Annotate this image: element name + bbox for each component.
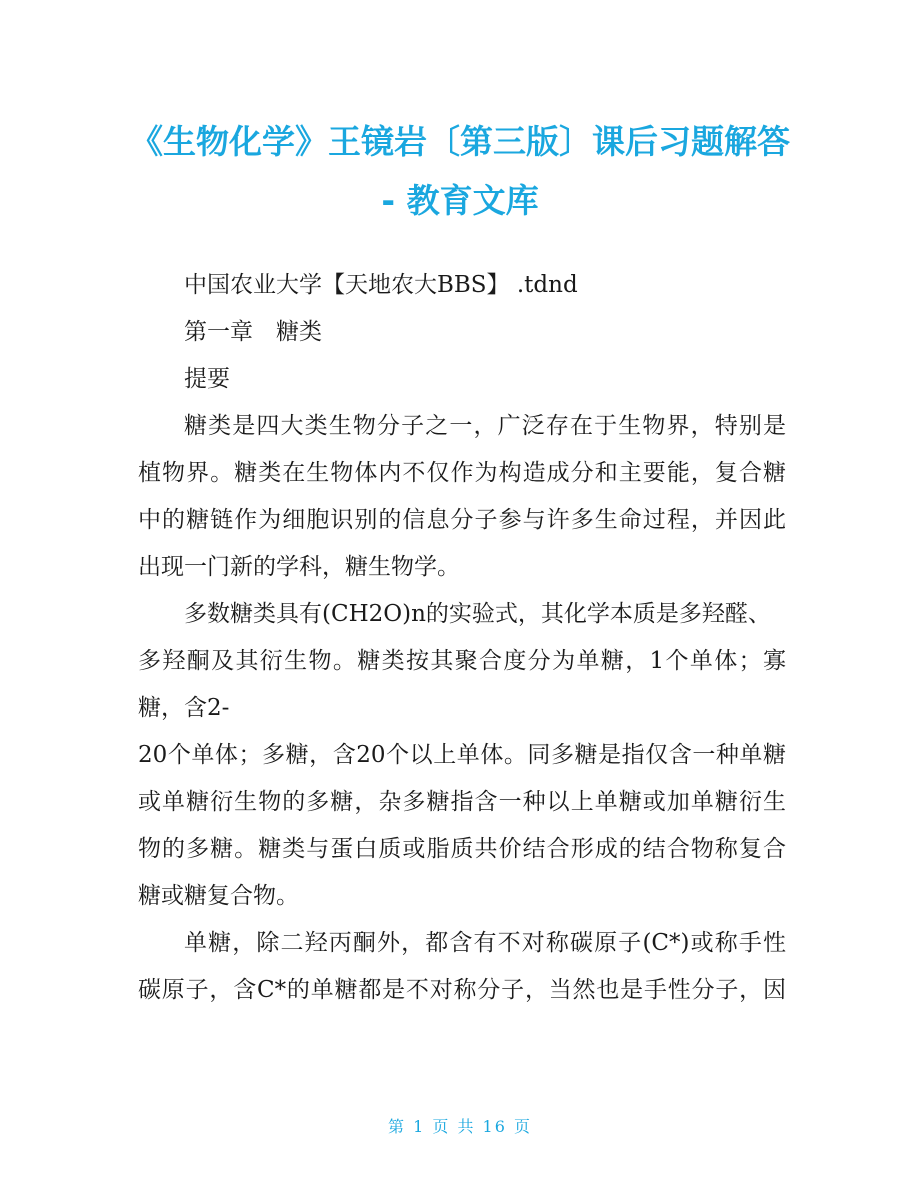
document-title: [110, 112, 810, 230]
title-line-2: - 教育文库: [381, 181, 539, 220]
paragraph-line: 物的多糖。糖类与蛋白质或脂质共价结合形成的结合物称复合: [138, 836, 786, 862]
paragraph-line: 糖或糖复合物。: [138, 883, 299, 909]
source-line: 中国农业大学【天地农大BBS】 .tdnd: [184, 272, 578, 298]
paragraph-line: 多数糖类具有(CH2O)n的实验式，其化学本质是多羟醛、: [184, 601, 771, 627]
paragraph-line: 20个单体；多糖，含20个以上单体。同多糖是指仅含一种单糖: [138, 742, 786, 768]
paragraph-line: 单糖，除二羟丙酮外，都含有不对称碳原子(C*)或称手性: [184, 930, 786, 956]
paragraph-line: 糖类是四大类生物分子之一，广泛存在于生物界，特别是: [184, 413, 786, 439]
paragraph-line: 植物界。糖类在生物体内不仅作为构造成分和主要能，复合糖: [138, 460, 786, 486]
title-line-1: 《生物化学》王镜岩〔第三版〕课后习题解答: [130, 122, 790, 161]
document-body: [138, 262, 786, 1014]
paragraph-line: 碳原子，含C*的单糖都是不对称分子，当然也是手性分子，因: [138, 977, 786, 1003]
paragraph-line: 或单糖衍生物的多糖，杂多糖指含一种以上单糖或加单糖衍生: [138, 789, 786, 815]
paragraph-line: 糖，含2-: [138, 695, 230, 721]
chapter-heading: 第一章 糖类: [184, 319, 322, 345]
page-number-footer: 第 1 页 共 16 页: [388, 1117, 532, 1136]
paragraph-line: 多羟酮及其衍生物。糖类按其聚合度分为单糖，1个单体；寡: [138, 648, 786, 674]
section-heading-summary: 提要: [184, 366, 230, 392]
paragraph-line: 出现一门新的学科，糖生物学。: [138, 554, 460, 580]
paragraph-line: 中的糖链作为细胞识别的信息分子参与许多生命过程，并因此: [138, 507, 786, 533]
